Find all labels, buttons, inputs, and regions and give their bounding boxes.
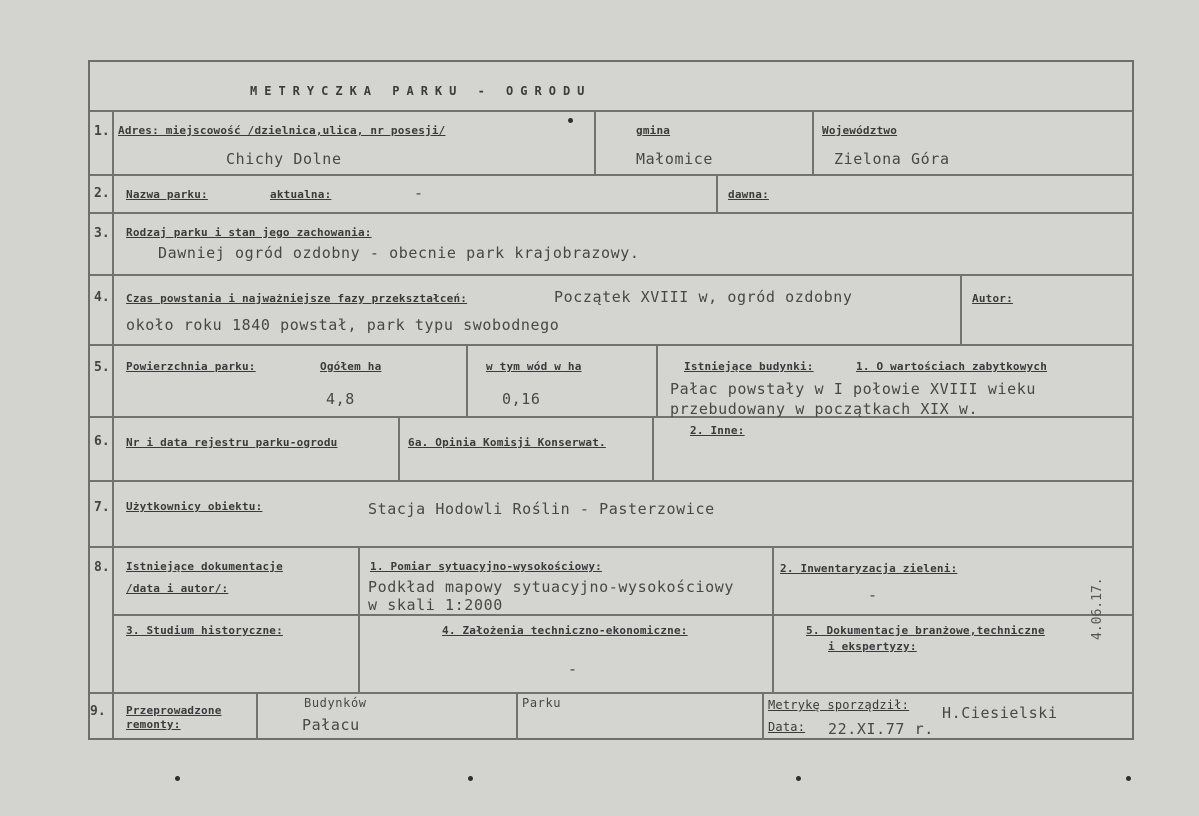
prepared-by-value: H.Ciesielski: [942, 704, 1058, 722]
users-cell: [112, 482, 1132, 546]
voivodeship-value: Zielona Góra: [834, 150, 950, 168]
branch-label: 5. Dokumentacje branżowe,techniczne: [806, 624, 1045, 637]
row-address: [90, 112, 1132, 176]
buildings-value-2: przebudowany w początkach XIX w.: [670, 400, 979, 418]
documentation-label: Istniejące dokumentacje: [126, 560, 283, 573]
card-title: METRYCZKA PARKU - OGRODU: [250, 84, 592, 98]
opinion-cell: [398, 418, 652, 480]
survey-value-1: Podkład mapowy sytuacyjno-wysokościowy: [368, 578, 734, 596]
history-value-1: Początek XVIII w, ogród ozdobny: [554, 288, 853, 306]
address-value: Chichy Dolne: [226, 150, 342, 168]
author-cell: [960, 276, 1132, 344]
greenery-value: -: [868, 586, 878, 604]
row-register: [90, 418, 1132, 482]
repairs-buildings-cell: [256, 694, 516, 740]
ink-dot: [796, 776, 801, 781]
branch-label-2: i ekspertyzy:: [828, 640, 917, 653]
row-area: [90, 346, 1132, 418]
total-area-value: 4,8: [326, 390, 355, 408]
row-number: 9.: [90, 704, 106, 719]
title-row: [90, 62, 1132, 112]
opinion-label: 6a. Opinia Komisji Konserwat.: [408, 436, 606, 449]
row-number: 1.: [94, 124, 110, 139]
ink-dot: [175, 776, 180, 781]
water-area-value: 0,16: [502, 390, 541, 408]
park-type-cell: [112, 214, 1132, 274]
buildings-label: Istniejące budynki:: [684, 360, 814, 373]
voivodeship-cell: [812, 112, 1132, 174]
repairs-park-label: Parku: [522, 696, 562, 710]
park-name-cell: [112, 176, 716, 212]
prepared-by-label: Metrykę sporządził:: [768, 698, 910, 712]
survey-cell: [358, 548, 772, 616]
greenery-cell: [772, 548, 1132, 616]
prepared-cell: [762, 694, 1132, 740]
former-name-cell: [716, 176, 1132, 212]
gmina-cell: [594, 112, 812, 174]
users-label: Użytkownicy obiektu:: [126, 500, 263, 513]
row-history: [90, 276, 1132, 346]
park-type-label: Rodzaj parku i stan jego zachowania:: [126, 226, 372, 239]
documentation-cell: [112, 548, 358, 616]
address-label: Adres: miejscowość /dzielnica,ulica, nr posesji/: [118, 124, 446, 137]
register-label: Nr i data rejestru parku-ogrodu: [126, 436, 338, 449]
history-cell: [112, 276, 960, 344]
current-name-label: aktualna:: [270, 188, 332, 201]
row-number: 2.: [94, 186, 110, 201]
row-number: 4.: [94, 290, 110, 305]
survey-value-2: w skali 1:2000: [368, 596, 503, 614]
buildings-value-1: Pałac powstały w I połowie XVIII wieku: [670, 380, 1036, 398]
row-number: 6.: [94, 434, 110, 449]
history-study-cell: [112, 616, 358, 692]
repairs-label: Przeprowadzone: [126, 704, 222, 717]
row-number: 3.: [94, 226, 110, 241]
survey-label: 1. Pomiar sytuacyjno-wysokościowy:: [370, 560, 602, 573]
gmina-value: Małomice: [636, 150, 714, 168]
row-users: [90, 482, 1132, 548]
park-name-label: Nazwa parku:: [126, 188, 208, 201]
area-label: Powierzchnia parku:: [126, 360, 256, 373]
address-cell: [112, 112, 594, 174]
former-name-label: dawna:: [728, 188, 769, 201]
row-documentation: [90, 548, 1132, 694]
greenery-label: 2. Inwentaryzacja zieleni:: [780, 562, 958, 575]
current-name-value: -: [414, 184, 424, 202]
total-area-label: Ogółem ha: [320, 360, 382, 373]
row-number: 7.: [94, 500, 110, 515]
row-park-type: [90, 214, 1132, 276]
ink-dot: [468, 776, 473, 781]
row-repairs: [90, 694, 1132, 740]
row-park-name: [90, 176, 1132, 214]
gmina-label: gmina: [636, 124, 671, 137]
ink-dot: [1126, 776, 1131, 781]
repairs-park-cell: [516, 694, 762, 740]
voivodeship-label: Województwo: [822, 124, 898, 137]
other-buildings-label: 2. Inne:: [690, 424, 745, 437]
technical-value: -: [568, 660, 578, 678]
water-area-label: w tym wód w ha: [486, 360, 582, 373]
repairs-cell: [112, 694, 256, 740]
documentation-label-2: /data i autor/:: [126, 582, 229, 595]
row-number: 5.: [94, 360, 110, 375]
date-value: 22.XI.77 r.: [828, 720, 934, 738]
record-card: [88, 60, 1134, 740]
repairs-buildings-label: Budynków: [304, 696, 367, 710]
technical-cell: [358, 616, 772, 692]
history-study-label: 3. Studium historyczne:: [126, 624, 283, 637]
repairs-buildings-value: Pałacu: [302, 716, 360, 734]
repairs-label-2: remonty:: [126, 718, 181, 731]
author-label: Autor:: [972, 292, 1013, 305]
branch-cell: [772, 616, 1132, 692]
park-type-value: Dawniej ogród ozdobny - obecnie park krajobrazowy.: [158, 244, 640, 262]
date-label: Data:: [768, 720, 806, 734]
users-value: Stacja Hodowli Roślin - Pasterzowice: [368, 500, 715, 518]
ink-dot: [568, 118, 573, 123]
history-value-2: około roku 1840 powstał, park typu swobodnego: [126, 316, 560, 334]
technical-label: 4. Założenia techniczno-ekonomiczne:: [442, 624, 688, 637]
other-cell: [652, 418, 1132, 480]
register-cell: [112, 418, 398, 480]
history-label: Czas powstania i najważniejsze fazy przekształceń:: [126, 292, 468, 305]
area-cell: [112, 346, 466, 416]
buildings-cell: [656, 346, 1132, 416]
margin-note: 4.06.17.: [1090, 577, 1106, 640]
water-cell: [466, 346, 656, 416]
buildings-historic-label: 1. O wartościach zabytkowych: [856, 360, 1048, 373]
row-number: 8.: [94, 560, 110, 575]
